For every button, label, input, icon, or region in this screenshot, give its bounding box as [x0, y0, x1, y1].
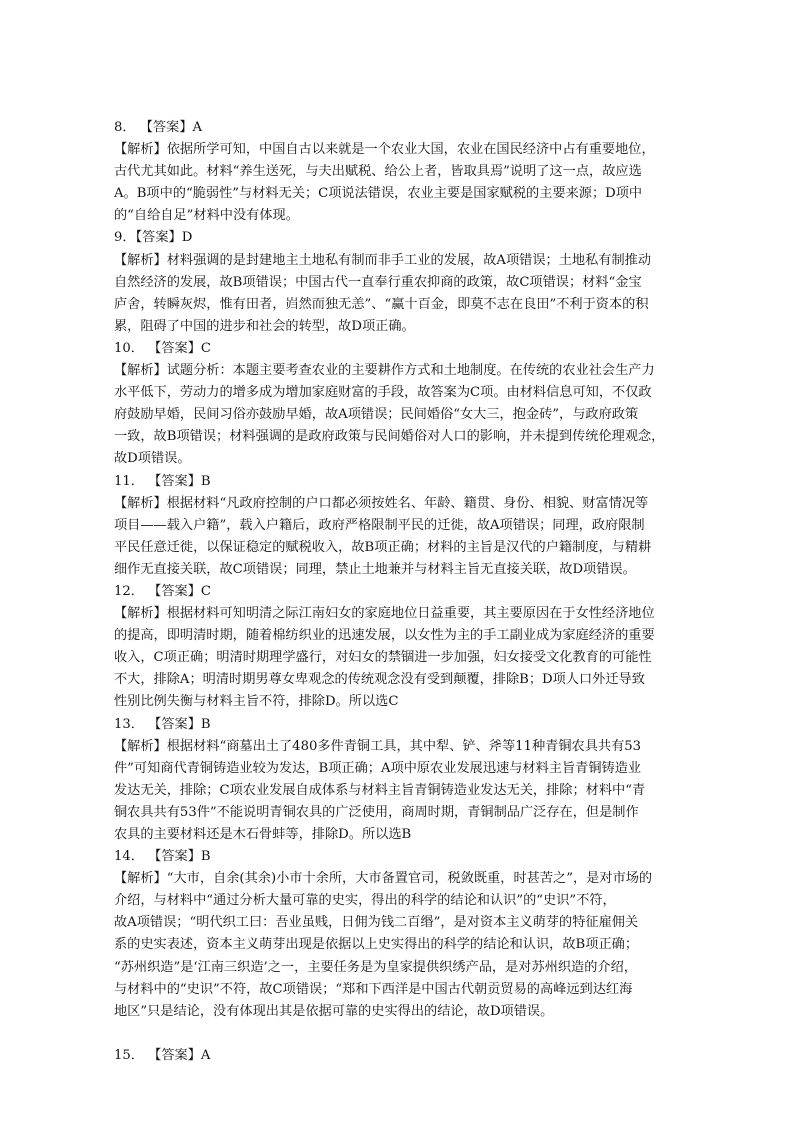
answer-12-analysis-line: 性别比例失衡与材料主旨不符，排除D。所以选C	[114, 694, 399, 710]
answer-12-analysis-line: 的提高，即明清时期，随着棉纺织业的迅速发展，以女性为主的手工副业成为家庭经济的重要	[114, 628, 655, 644]
answer-12-analysis-line: 不大，排除A；明清时期男尊女卑观念的传统观念没有受到颠覆，排除B；D项人口外迁导致	[114, 672, 645, 688]
answer-14-analysis-line: 故A项错误；“明代织工曰：吾业虽贱，日佣为钱二百缗”，是对资本主义萌芽的特征雇佣关	[114, 915, 639, 931]
blank-line	[114, 1023, 682, 1045]
answer-11-heading: 11． 【答案】B	[114, 473, 211, 489]
answer-14-analysis-line: 介绍，与材料中“通过分析大量可靠的史实，得出的科学的结论和认识”的“史识”不符，	[114, 893, 616, 909]
answer-9-analysis-line: 自然经济的发展，故B项错误；中国古代一直奉行重农抑商的政策，故C项错误；材料“金宝	[114, 274, 642, 290]
answer-14-analysis-line: 与材料中的“史识”不符，故C项错误；“郑和下西洋是中国古代朝贡贸易的高峰远到达红海	[114, 981, 633, 997]
answer-14-analysis-line: “苏州织造”是‘江南三织造’之一，主要任务是为皇家提供织绣产品，是对苏州织造的介绍，	[114, 959, 637, 975]
answer-10-heading: 10． 【答案】C	[114, 340, 211, 356]
answer-9-analysis-line: 累，阻碍了中国的进步和社会的转型，故D项正确。	[114, 318, 415, 334]
answer-11-analysis-line: 【解析】根据材料“凡政府控制的户口都必须按姓名、年龄、籍贯、身份、相貌、财富情况等	[114, 495, 649, 511]
answer-9-analysis-line: 庐舍，转瞬灰烬，惟有田者，岿然而独无恙”、“赢十百金，即莫不志在良田”不利于资本的积	[114, 296, 649, 312]
answer-9-analysis-line: 【解析】材料强调的是封建地主土地私有制而非手工业的发展，故A项错误；土地私有制推动	[114, 252, 652, 268]
answer-12-analysis-line: 【解析】根据材料可知明清之际江南妇女的家庭地位日益重要，其主要原因在于女性经济地位	[114, 606, 655, 622]
answer-13-heading: 13． 【答案】B	[114, 716, 211, 732]
answer-8-analysis-line: 古代尤其如此。材料“养生送死，与夫出赋税、给公上者，皆取具焉”说明了这一点，故应选	[114, 164, 642, 180]
answer-10-analysis-line: 府鼓励早婚，民间习俗亦鼓励早婚，故A项错误；民间婚俗“女大三，抱金砖”，与政府政策	[114, 407, 639, 423]
answer-sheet	[114, 117, 682, 1067]
answer-13-analysis-line: 铜农具共有53件”不能说明青铜农具的广泛使用，商周时期，青铜制品广泛存在，但是制作	[114, 804, 639, 820]
answer-14-analysis-line: 系的史实表述，资本主义萌芽出现是依据以上史实得出的科学的结论和认识，故B项正确；	[114, 937, 638, 953]
answer-13-analysis-line: 发达无关，排除；C项农业发展自成体系与材料主旨青铜铸造业发达无关，排除；材料中“青	[114, 782, 646, 798]
answer-11-analysis-line: 平民任意迁徙，以保证稳定的赋税收入，故B项正确；材料的主旨是汉代的户籍制度，与精耕	[114, 539, 652, 555]
answer-11-analysis-line: 细作无直接关联，故C项错误；同理，禁止土地兼并与材料主旨无直接关联，故D项错误。	[114, 561, 636, 577]
answer-8-analysis-line: A。B项中的“脆弱性”与材料无关；C项说法错误，农业主要是国家赋税的主要来源；D项中	[114, 186, 643, 202]
answer-14-analysis-line: 地区”只是结论，没有体现出其是依据可靠的史实得出的结论，故D项错误。	[114, 1003, 554, 1019]
answer-15-heading: 15． 【答案】A	[114, 1047, 211, 1063]
answer-14-heading: 14． 【答案】B	[114, 849, 211, 865]
answer-12-analysis-line: 收入，C项正确；明清时期理学盛行，对妇女的禁锢进一步加强，妇女接受文化教育的可能性	[114, 650, 652, 666]
answer-8-analysis-line: 【解析】依据所学可知，中国自古以来就是一个农业大国，农业在国民经济中占有重要地位，	[114, 142, 655, 158]
answer-10-analysis-line: 水平低下，劳动力的增多成为增加家庭财富的手段，故答案为C项。由材料信息可知，不仅政	[114, 385, 652, 401]
answer-8-heading: 8． 【答案】A	[114, 120, 203, 135]
answer-9-heading: 9．【答案】D	[114, 230, 193, 246]
answer-13-analysis-line: 件”可知商代青铜铸造业较为发达，B项正确；A项中原农业发展迅速与材料主旨青铜铸造业	[114, 760, 642, 776]
answer-10-analysis-line: 一致，故B项错误；材料强调的是政府政策与民间婚俗对人口的影响，并未提到传统伦理观念，	[114, 429, 665, 445]
answer-13-analysis-line: 农具的主要材料还是木石骨蚌等，排除D。所以选B	[114, 827, 412, 842]
answer-13-analysis-line: 【解析】根据材料“商墓出土了480多件青铜工具，其中犁、铲、斧等11种青铜农具共有53	[114, 738, 642, 754]
answer-10-analysis-line: 故D项错误。	[114, 451, 191, 467]
answer-8-analysis-line: 的“自给自足”材料中没有体现。	[114, 208, 299, 224]
answer-10-analysis-line: 【解析】试题分析：本题主要考查农业的主要耕作方式和土地制度。在传统的农业社会生产力	[114, 363, 655, 379]
answer-14-analysis-line: 【解析】“大市，自余(其余)小市十余所，大市备置官司，税敛既重，时甚苦之”，是对市场的	[114, 871, 653, 887]
answer-12-heading: 12． 【答案】C	[114, 583, 211, 599]
answer-11-analysis-line: 项目——载入户籍”，载入户籍后，政府严格限制平民的迁徙，故A项错误；同理，政府限制	[114, 517, 645, 533]
